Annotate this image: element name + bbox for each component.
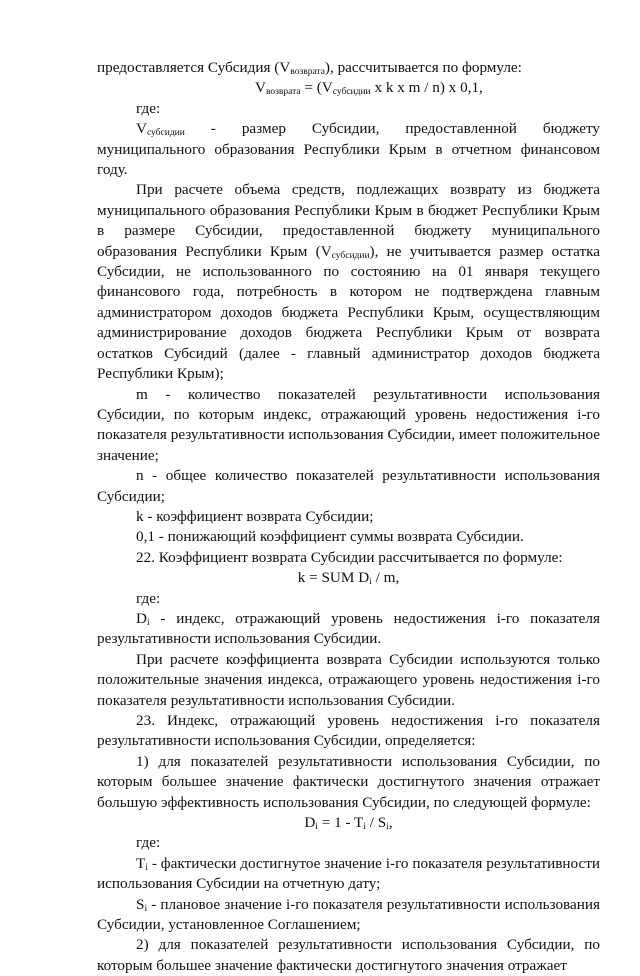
clause-23: 23. Индекс, отражающий уровень недостижения i-го показателя результативности использования Субсидии, определяется: — [97, 712, 600, 750]
clause-23-item-2: 2) для показателей результативности использования Субсидии, по которым большее значение фактически достигнутого значения отражает — [97, 936, 600, 974]
definition-d: $D_i$ - индекс, отражающий уровень недостижения i-го показателя результативности использования Субсидии. — [97, 609, 600, 648]
definition-reduction-coefficient: 0,1 - понижающий коэффициент суммы возврата Субсидии. — [136, 528, 524, 546]
paragraph-calculation-note: При расчете объема средств, подлежащих возврату из бюджета муниципального образования Республики Крым в бюджет Республики Крым в размере Субсидии, предоставленной бюджету муниципального образования Республики Крым $(V_{субсидии})$, не учитывается размер остатка Субсидии, не использованного по состоянию на 01 января текущего финансового года, потребность в котором не подтверждена главным администратором доходов бюджета Республики Крым, осуществляющим администрирование доходов бюджета Республики Крым от возврата остатков Субсидий (далее - главный администратор доходов бюджета Республики Крым); — [97, 181, 600, 383]
definition-t: $T_i$ - фактически достигнутое значение i-го показателя результативности использования Субсидии на отчетную дату; — [97, 854, 600, 893]
formula-k: k = SUM $D_i$ / m, — [297, 569, 400, 588]
where-label: где: — [136, 99, 161, 117]
clause-22: 22. Коэффициент возврата Субсидии рассчитывается по формуле: — [136, 548, 563, 566]
where-label: где: — [136, 589, 161, 607]
definition-m: m - количество показателей результативности использования Субсидии, по которым индекс, отражающий уровень недостижения i-го показателя результативности использования Субсидии, имеет положительное значение; — [97, 385, 600, 464]
definition-k: k - коэффициент возврата Субсидии; — [136, 507, 374, 525]
definition-v-subsidy: $V_{субсидии}$ - размер Субсидии, предоставленной бюджету муниципального образования Республики Крым в отчетном финансовом году. — [97, 120, 600, 179]
paragraph-subsidy-return: предоставляется Субсидия $(V_{возврата})$, рассчитывается по формуле: — [97, 59, 522, 77]
definition-n: n - общее количество показателей результативности использования Субсидии; — [97, 467, 600, 505]
document-body — [97, 58, 600, 976]
formula-return-volume: $V_{возврата} = (V_{субсидии}$ x k x m / n) x 0,1, — [255, 79, 483, 98]
paragraph-positive-values: При расчете коэффициента возврата Субсидии используются только положительные значения индекса, отражающего уровень недостижения i-го показателя результативности использования Субсидии. — [97, 650, 600, 709]
clause-23-item-1: 1) для показателей результативности использования Субсидии, по которым большее значение фактически достигнутого значения отражает большую эффективность использования Субсидии, по следующей формуле: — [97, 752, 600, 811]
definition-s: $S_i$ - плановое значение i-го показателя результативности использования Субсидии, установленное Соглашением; — [97, 895, 600, 934]
where-label: где: — [136, 834, 161, 852]
formula-d: $D_i = 1 - T_i / S_i$, — [304, 814, 393, 833]
